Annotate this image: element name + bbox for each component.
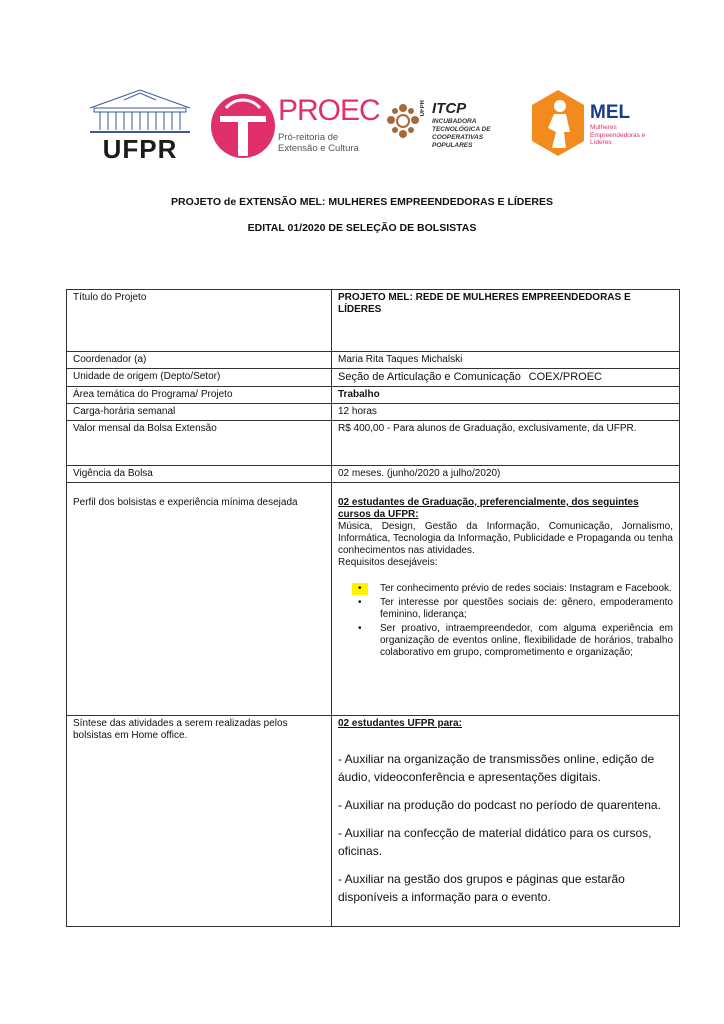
titulo-value: PROJETO MEL: REDE DE MULHERES EMPREENDEDORAS E LÍDERES (332, 290, 680, 352)
bullet-icon: • (352, 583, 368, 595)
proec-subtitle-line2: Extensão e Cultura (278, 143, 359, 154)
bullet-icon: • (358, 623, 362, 634)
sintese-label: Síntese das atividades a serem realizadas pelos bolsistas em Home office. (67, 716, 332, 927)
carga-value: 12 horas (332, 404, 680, 421)
activity-item: - Auxiliar na produção do podcast no período de quarentena. (338, 798, 661, 812)
table-row-coordenador (67, 352, 680, 369)
perfil-requirements-label: Requisitos desejáveis: (338, 557, 438, 568)
logo-bar (80, 82, 660, 168)
table-row-perfil (67, 483, 680, 716)
perfil-value-cell (332, 483, 680, 716)
area-label: Área temática do Programa/ Projeto (67, 387, 332, 404)
itcp-logo (386, 98, 516, 158)
area-value: Trabalho (332, 387, 680, 404)
project-heading: PROJETO de EXTENSÃO MEL: MULHERES EMPREENDEDORAS E LÍDERES (171, 196, 553, 208)
table-row-sintese (67, 716, 680, 927)
table-row-valor (67, 421, 680, 466)
proec-subtitle-line1: Pró-reitoria de (278, 132, 339, 143)
bullet-icon: • (358, 597, 362, 608)
list-item (338, 623, 673, 659)
valor-value: R$ 400,00 - Para alunos de Graduação, exclusivamente, da UFPR. (332, 421, 680, 466)
itcp-subtitle-line2: TECNOLÓGICA DE (432, 126, 491, 133)
vigencia-value: 02 meses. (junho/2020 a julho/2020) (332, 466, 680, 483)
activity-item: - Auxiliar na gestão dos grupos e páginas que estarão disponíveis a informação para o evento. (338, 872, 625, 904)
list-item (338, 583, 673, 595)
valor-label: Valor mensal da Bolsa Extensão (67, 421, 332, 466)
perfil-lead: 02 estudantes de Graduação, preferencialmente, dos seguintes cursos da UFPR: (338, 497, 639, 520)
mel-subtitle-line2: Empreendedoras e (590, 131, 646, 139)
mel-subtitle (590, 124, 645, 147)
itcp-subtitle-line4: POPULARES (432, 142, 473, 149)
itcp-title: ITCP (432, 100, 467, 117)
requirement-text: Ser proativo, intraempreendedor, com alguma experiência em organização de eventos online, flexibilidade de horários, trabalho colaborativo em grupo, comprometimento e organização; (380, 623, 673, 658)
perfil-label: Perfil dos bolsistas e experiência mínima desejada (67, 483, 332, 716)
carga-label: Carga-horária semanal (67, 404, 332, 421)
ufpr-building-icon (84, 86, 196, 134)
proec-subtitle (278, 132, 359, 154)
project-info-table (66, 289, 680, 927)
table-row-unidade (67, 369, 680, 387)
unidade-label: Unidade de origem (Depto/Setor) (67, 369, 332, 387)
perfil-courses: Música, Design, Gestão da Informação, Comunicação, Jornalismo, Informática, Tecnologia da Informação, Publicidade e Propaganda ou tenha conhecimentos nas atividades. (338, 521, 673, 556)
table-row-area (67, 387, 680, 404)
requirements-list (338, 583, 673, 659)
itcp-subtitle-line3: COOPERATIVAS (432, 134, 484, 141)
mel-subtitle-line3: Líderes (590, 139, 612, 146)
proec-title: PROEC (278, 94, 380, 127)
mel-title: MEL (590, 102, 631, 123)
vigencia-label: Vigência da Bolsa (67, 466, 332, 483)
coordenador-label: Coordenador (a) (67, 352, 332, 369)
titulo-label: Título do Projeto (67, 290, 332, 352)
unidade-value-cell (332, 369, 680, 387)
list-item (338, 597, 673, 621)
requirement-text: Ter conhecimento prévio de redes sociais: Instagram e Facebook. (380, 583, 672, 594)
activity-item: - Auxiliar na confecção de material didático para os cursos, oficinas. (338, 826, 652, 858)
unidade-value: Seção de Articulação e Comunicação (338, 371, 521, 383)
unidade-value-sector: COEX/PROEC (528, 371, 602, 383)
requirement-text: Ter interesse por questões sociais de: gênero, empoderamento feminino, liderança; (380, 597, 673, 620)
mel-logo (528, 88, 660, 160)
table-row-titulo (67, 290, 680, 352)
mel-subtitle-line1: Mulheres (590, 124, 617, 131)
proec-emblem-icon (210, 86, 276, 166)
coordenador-value: Maria Rita Taques Michalski (332, 352, 680, 369)
activity-item: - Auxiliar na organização de transmissões online, edição de áudio, videoconferência e apresentações digitais. (338, 752, 655, 784)
sintese-value-cell (332, 716, 680, 927)
sintese-lead: 02 estudantes UFPR para: (338, 718, 462, 729)
table-row-carga (67, 404, 680, 421)
ufpr-logo (84, 86, 196, 164)
edital-heading: EDITAL 01/2020 DE SELEÇÃO DE BOLSISTAS (247, 222, 477, 234)
mel-hexagon-woman-icon (528, 88, 588, 158)
itcp-ufpr-label: UFPR (420, 100, 426, 117)
itcp-subtitle-line1: INCUBADORA (432, 118, 477, 125)
table-row-vigencia (67, 466, 680, 483)
proec-logo (210, 82, 380, 168)
ufpr-logo-text: UFPR (102, 134, 178, 164)
itcp-subtitle (432, 118, 491, 150)
itcp-people-icon (386, 102, 420, 146)
